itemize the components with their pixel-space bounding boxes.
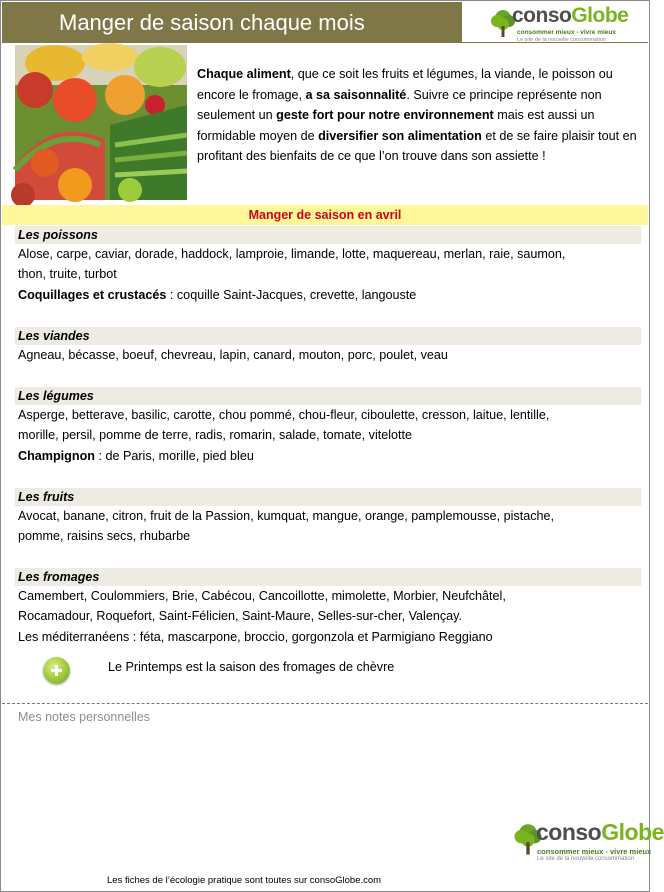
section-line: thon, truite, turbot — [18, 267, 117, 282]
logo-brand: consoGlobe — [536, 819, 664, 845]
logo-bottom — [513, 819, 664, 866]
section-line: Camembert, Coulommiers, Brie, Cabécou, Cancoillotte, mimolette, Morbier, Neufchâtel, — [18, 589, 506, 603]
section-heading: Les fromages — [15, 568, 641, 586]
produce-illustration — [15, 45, 187, 200]
section-legumes — [15, 387, 641, 466]
section-heading: Les légumes — [15, 387, 641, 405]
plus-icon — [43, 657, 70, 684]
section-line: pomme, raisins secs, rhubarbe — [18, 529, 191, 544]
section-heading: Les poissons — [15, 226, 641, 244]
produce-photo — [15, 45, 187, 200]
logo-subtagline: Le site de la nouvelle consommation — [537, 856, 635, 862]
section-line: Rocamadour, Roquefort, Saint-Félicien, Saint-Maure, Selles-sur-cher, Valençay. — [18, 609, 463, 624]
page-title: Manger de saison chaque mois — [59, 10, 365, 35]
section-line: Les méditerranéens : féta, mascarpone, broccio, gorgonzola et Parmigiano Reggiano — [18, 629, 493, 644]
tip-text: Le Printemps est la saison des fromages de chèvre — [108, 660, 395, 674]
logo-subtagline: Le site de la nouvelle consommation — [517, 37, 606, 43]
section-fromages — [15, 568, 641, 647]
section-line: Champignon : de Paris, morille, pied bleu — [18, 448, 254, 463]
section-poissons — [15, 226, 641, 305]
section-line: Agneau, bécasse, boeuf, chevreau, lapin, canard, mouton, porc, poulet, veau — [18, 348, 448, 362]
intro-paragraph: Chaque aliment, que ce soit les fruits et légumes, la viande, le poisson ou encore le fromage, a sa saisonnalité. Suivre ce principe représente non seulement un geste fort pour notre environnement mais est aussi un formidable moyen de diversifier son alimentation et de se faire plaisir tout en profitant des bienfaits de ce que l’on trouve dans son assiette ! — [197, 67, 637, 164]
section-line: Alose, carpe, caviar, dorade, haddock, lamproie, limande, lotte, maquereau, merlan, raie, saumon, — [18, 247, 566, 261]
section-line: Avocat, banane, citron, fruit de la Passion, kumquat, mangue, orange, pamplemousse, pistache, — [18, 509, 555, 523]
section-line: Asperge, betterave, basilic, carotte, chou pommé, chou-fleur, ciboulette, cresson, laitue, lentille, — [18, 408, 550, 422]
logo-tagline: consommer mieux - vivre mieux — [537, 847, 652, 856]
footer-text: Les fiches de l’écologie pratique sont toutes sur consoGlobe.com — [107, 875, 382, 886]
logo-top — [490, 4, 629, 44]
section-fruits — [15, 488, 641, 547]
notes-divider — [2, 703, 648, 704]
logo-brand: consoGlobe — [512, 4, 629, 27]
section-heading: Les viandes — [15, 327, 641, 345]
section-heading: Les fruits — [15, 488, 641, 506]
section-line: Coquillages et crustacés : coquille Saint-Jacques, crevette, langouste — [18, 287, 417, 302]
section-line: morille, persil, pomme de terre, radis, romarin, salade, tomate, vitelotte — [18, 428, 413, 443]
section-viandes — [15, 327, 641, 365]
logo-tagline: consommer mieux - vivre mieux — [517, 29, 616, 36]
title-bar — [2, 2, 462, 43]
month-banner: Manger de saison en avril — [2, 205, 648, 225]
notes-label: Mes notes personnelles — [18, 710, 151, 724]
